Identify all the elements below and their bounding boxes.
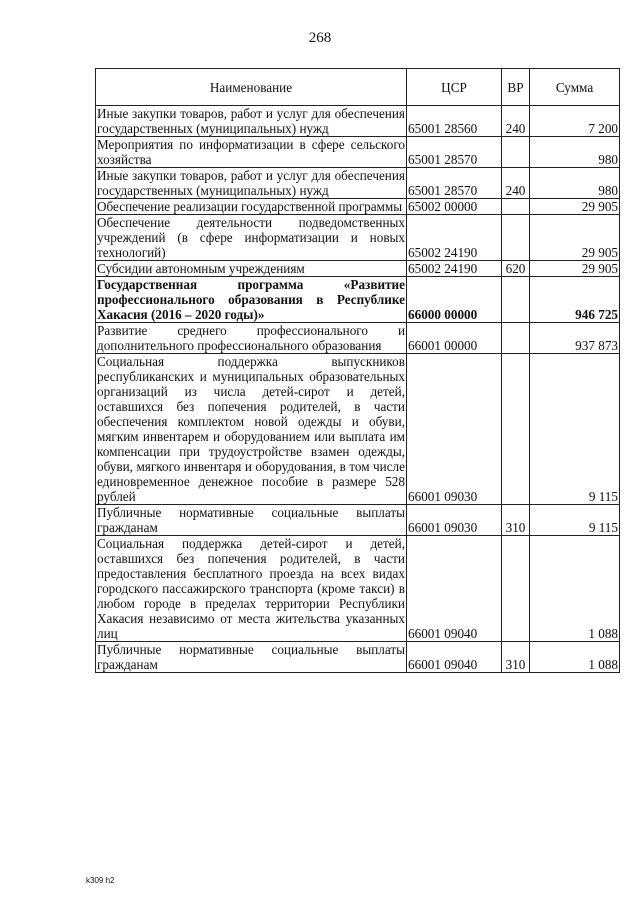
row-csr: 65002 00000 bbox=[407, 199, 502, 215]
header-sum: Сумма bbox=[530, 69, 620, 106]
row-name: Развитие среднего профессионального и дополнительного профессионального образования bbox=[97, 323, 405, 353]
row-name: Мероприятия по информатизации в сфере сельского хозяйства bbox=[97, 137, 405, 167]
table-row bbox=[96, 106, 620, 137]
row-csr: 65001 28560 bbox=[407, 106, 502, 137]
row-csr: 66000 00000 bbox=[407, 277, 502, 323]
row-vr bbox=[502, 199, 530, 215]
row-vr: 620 bbox=[502, 261, 530, 277]
row-sum: 29 905 bbox=[530, 261, 620, 277]
table-row bbox=[96, 215, 620, 261]
table-row bbox=[96, 137, 620, 168]
row-vr bbox=[502, 536, 530, 642]
row-sum: 980 bbox=[530, 137, 620, 168]
row-vr: 240 bbox=[502, 168, 530, 199]
row-csr: 66001 09040 bbox=[407, 536, 502, 642]
row-sum: 29 905 bbox=[530, 199, 620, 215]
row-vr bbox=[502, 354, 530, 505]
row-name: Публичные нормативные социальные выплаты гражданам bbox=[97, 505, 405, 535]
table-row bbox=[96, 323, 620, 354]
table-row bbox=[96, 277, 620, 323]
table-row bbox=[96, 199, 620, 215]
table-row bbox=[96, 536, 620, 642]
page-number: 268 bbox=[308, 30, 332, 46]
row-vr: 310 bbox=[502, 642, 530, 673]
row-sum: 9 115 bbox=[530, 505, 620, 536]
row-csr: 65002 24190 bbox=[407, 261, 502, 277]
row-vr bbox=[502, 215, 530, 261]
row-csr: 66001 09030 bbox=[407, 505, 502, 536]
row-vr bbox=[502, 277, 530, 323]
budget-table bbox=[95, 68, 620, 673]
row-csr: 66001 00000 bbox=[407, 323, 502, 354]
table-row bbox=[96, 261, 620, 277]
row-csr: 65002 24190 bbox=[407, 215, 502, 261]
row-sum: 1 088 bbox=[530, 642, 620, 673]
row-name: Субсидии автономным учреждениям bbox=[96, 261, 407, 277]
header-name: Наименование bbox=[96, 69, 407, 106]
table-row bbox=[96, 505, 620, 536]
row-name: Иные закупки товаров, работ и услуг для обеспечения государственных (муниципальных) нужд bbox=[97, 168, 405, 198]
row-sum: 9 115 bbox=[530, 354, 620, 505]
row-csr: 66001 09030 bbox=[407, 354, 502, 505]
table-row bbox=[96, 168, 620, 199]
row-sum: 946 725 bbox=[530, 277, 620, 323]
row-name: Обеспечение деятельности подведомственных учреждений (в сфере информатизации и новых технологий) bbox=[97, 215, 405, 260]
row-name: Государственная программа «Развитие профессионального образования в Республике Хакасия (2016 – 2020 годы)» bbox=[97, 277, 405, 322]
row-name: Иные закупки товаров, работ и услуг для обеспечения государственных (муниципальных) нужд bbox=[97, 106, 405, 136]
row-name: Социальная поддержка выпускников республиканских и муниципальных образовательных организаций из числа детей-сирот и детей, оставшихся без попечения родителей, в части обеспечения комплектом новой одежды и обуви, мягким инвентарем и оборудованием или выплата им компенсации при трудоустройстве взамен одежды, обуви, мягкого инвентаря и оборудования, в том числе единовременное денежное пособие в размере 528 рублей bbox=[97, 354, 405, 504]
table-row bbox=[96, 354, 620, 505]
header-vr: ВР bbox=[502, 69, 530, 106]
row-sum: 980 bbox=[530, 168, 620, 199]
row-sum: 1 088 bbox=[530, 536, 620, 642]
row-vr: 240 bbox=[502, 106, 530, 137]
row-sum: 29 905 bbox=[530, 215, 620, 261]
table-header-row bbox=[96, 69, 620, 106]
row-sum: 7 200 bbox=[530, 106, 620, 137]
row-vr: 310 bbox=[502, 505, 530, 536]
row-csr: 66001 09040 bbox=[407, 642, 502, 673]
row-csr: 65001 28570 bbox=[407, 168, 502, 199]
row-vr bbox=[502, 137, 530, 168]
row-sum: 937 873 bbox=[530, 323, 620, 354]
row-name: Социальная поддержка детей-сирот и детей, оставшихся без попечения родителей, в части предоставления бесплатного проезда на всех видах городского пассажирского транспорта (кроме такси) в любом городе в пределах территории Республики Хакасия независимо от места жительства указанных лиц bbox=[97, 536, 405, 641]
footer-code: k309 h2 bbox=[86, 876, 115, 885]
table-row bbox=[96, 642, 620, 673]
row-vr bbox=[502, 323, 530, 354]
header-csr: ЦСР bbox=[407, 69, 502, 106]
row-name: Обеспечение реализации государственной программы bbox=[96, 199, 407, 215]
row-name: Публичные нормативные социальные выплаты гражданам bbox=[97, 642, 405, 672]
row-csr: 65001 28570 bbox=[407, 137, 502, 168]
